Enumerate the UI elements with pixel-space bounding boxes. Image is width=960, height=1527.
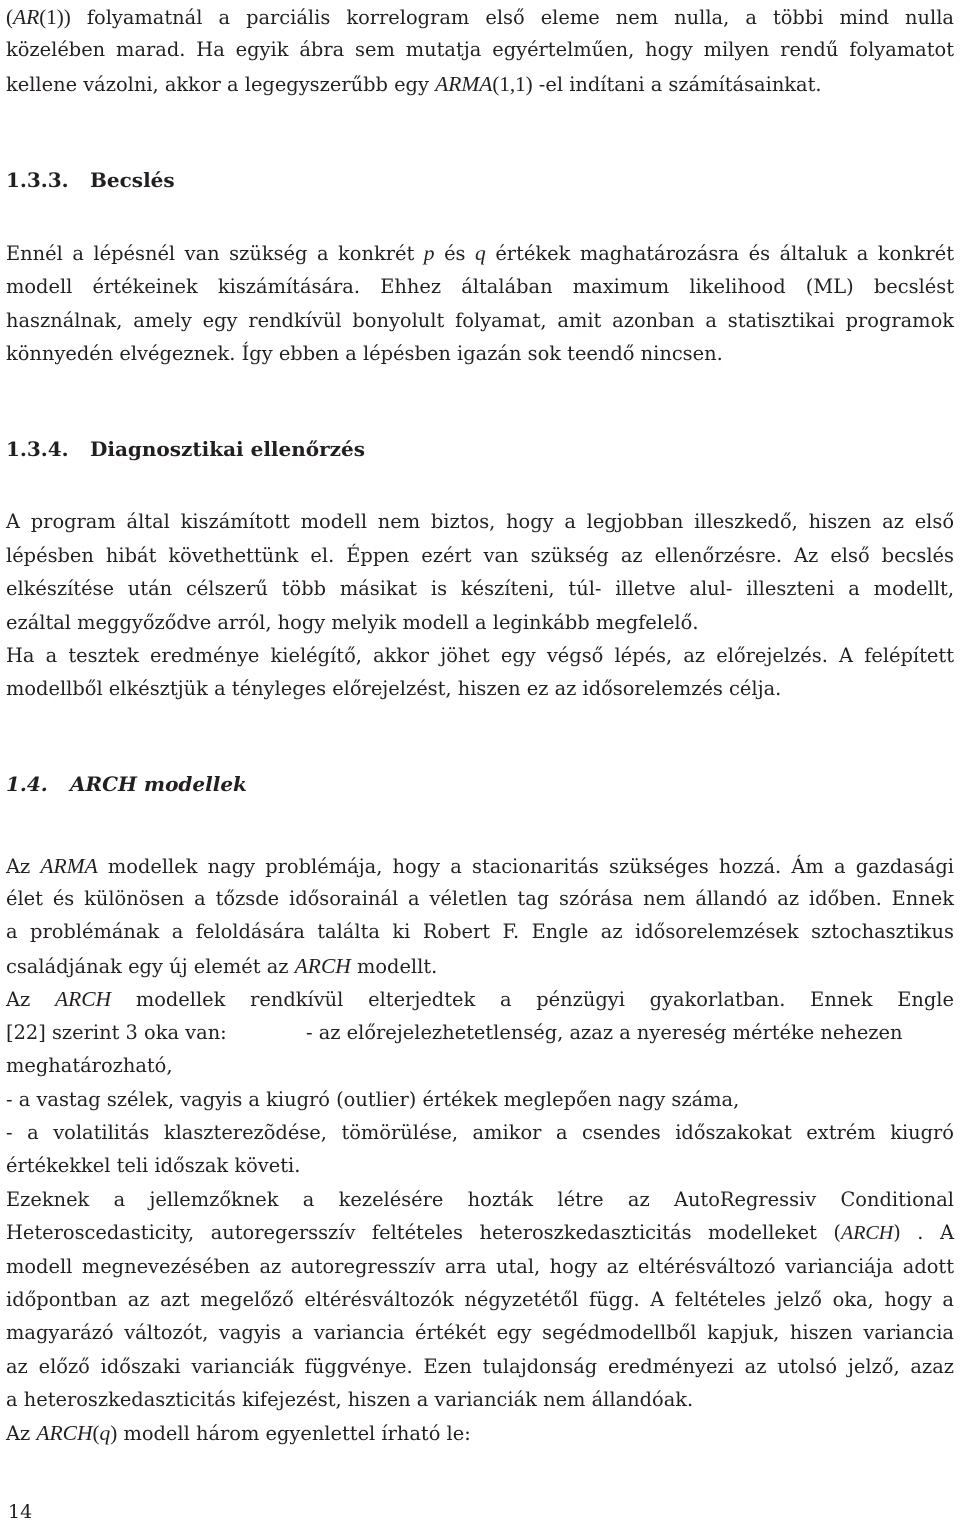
sec14-p3-line-4: időpontban az azt megelőző eltérésváltozók négyzetétől függ. A feltételes jelző oka, hogy a — [6, 1288, 954, 1311]
sec134-line-6: modellből elkésztjük a tényleges előrejelzést, hiszen ez az idősorelemzés célja. — [6, 677, 782, 700]
sec134-line-4: ezáltal meggyőződve arról, hogy melyik modell a leginkább megfelelő. — [6, 611, 699, 634]
heading-14: 1.4. ARCH modellek — [6, 772, 247, 796]
sec14-p1-line-4: családjának egy új elemét az ARCH modellt. — [6, 954, 438, 978]
math-arch-2: ARCH — [54, 987, 112, 1011]
sec133-line-2: modell értékeinek kiszámítására. Ehhez általában maximum likelihood (ML) becslést — [6, 275, 954, 298]
sec134-line-3: elkészítése után célszerű több másikat is készíteni, túl- illetve alul- illeszteni a modellt, — [6, 577, 954, 600]
sec14-p2-line-3: meghatározható, — [6, 1054, 173, 1077]
sec14-p2-line-5: - a volatilitás klaszterezõdése, tömörülése, amikor a csendes időszakokat extrém kiugró — [6, 1121, 954, 1144]
sec14-p3-line-6: az előző időszaki varianciák függvénye. Ezen tulajdonság eredményezi az utolsó jelző, azaz — [6, 1355, 954, 1378]
math-1: (1) — [39, 5, 64, 29]
math-ar: AR — [13, 5, 40, 29]
sec134-line-1: A program által kiszámított modell nem biztos, hogy a legjobban illeszkedő, hiszen az első — [6, 510, 954, 533]
sec133-line-3: használnak, amely egy rendkívül bonyolult folyamat, amit azonban a statisztikai programok — [6, 309, 954, 332]
math-arma: ARMA — [435, 72, 493, 96]
math-p: p — [423, 241, 435, 265]
sec14-p1-line-1: Az ARMA modellek nagy problémája, hogy a stacionaritás szükséges hozzá. Ám a gazdasági — [6, 854, 954, 878]
sec133-line-1: Ennél a lépésnél van szükség a konkrét p és q értékek maghatározásra és általuk a konkrét — [6, 241, 954, 265]
intro-line-2: közelében marad. Ha egyik ábra sem mutatja egyértelműen, hogy milyen rendű folyamatot — [6, 38, 954, 61]
heading-133: 1.3.3. Becslés — [6, 168, 175, 192]
sec14-p3-line-3: modell megnevezésében az autoregresszív arra utal, hogy az eltérésváltozó varianciája adott — [6, 1255, 954, 1278]
sec133-line-4: könnyedén elvégeznek. Így ebben a lépésben igazán sok teendő nincsen. — [6, 342, 723, 365]
math-q-2: q — [99, 1421, 111, 1445]
sec14-p3-line-8: Az ARCH(q) modell három egyenlettel írható le: — [6, 1421, 471, 1445]
sec14-p3-line-2: Heteroscedasticity, autoregersszív feltételes heteroszkedaszticitás modelleket (ARCH) . A — [6, 1221, 954, 1244]
math-11: (1,1) — [492, 72, 533, 96]
heading-134: 1.3.4. Diagnosztikai ellenőrzés — [6, 437, 365, 461]
sec14-p2-line-4: - a vastag szélek, vagyis a kiugró (outlier) értékek meglepően nagy száma, — [6, 1088, 740, 1111]
sec14-p3-line-5: magyarázó változót, vagyis a variancia értékét egy segédmodellből kapjuk, hiszen variancia — [6, 1321, 954, 1344]
math-arch-3: ARCH — [841, 1222, 894, 1244]
sec14-p2-line-1: Az ARCH modellek rendkívül elterjedtek a pénzügyi gyakorlatban. Ennek Engle — [6, 987, 954, 1011]
sec14-p2-line-2: [22] szerint 3 oka van: - az előrejelezhetetlenség, azaz a nyereség mértéke nehezen — [6, 1021, 903, 1044]
page-number: 14 — [8, 1501, 33, 1523]
sec14-p3-line-1: Ezeknek a jellemzőknek a kezelésére hozták létre az AutoRegressiv Conditional — [6, 1188, 954, 1211]
sec14-p1-line-2: élet és különösen a tőzsde idősorainál a véletlen tag szórása nem állandó az időben. Ennek — [6, 887, 954, 910]
intro-line-1: (AR(1)) folyamatnál a parciális korrelogram első eleme nem nulla, a többi mind nulla — [6, 5, 954, 29]
sec14-p2-line-6: értékekkel teli időszak követi. — [6, 1154, 301, 1177]
intro-line-3: kellene vázolni, akkor a legegyszerűbb egy ARMA(1,1) -el indítani a számításainkat. — [6, 72, 822, 96]
math-q: q — [475, 241, 486, 265]
math-arch-4: ARCH — [36, 1421, 93, 1445]
sec134-line-2: lépésben hibát követhettünk el. Éppen ezért van szükség az ellenőrzésre. Az első becslés — [6, 544, 954, 567]
sec14-p3-line-7: a heteroszkedaszticitás kifejezést, hiszen a varianciák nem állandóak. — [6, 1388, 694, 1411]
math-arma-2: ARMA — [40, 854, 98, 878]
math-arch-1: ARCH — [294, 954, 351, 978]
sec134-line-5: Ha a tesztek eredménye kielégítő, akkor jöhet egy végső lépés, az előrejelzés. A felépített — [6, 644, 954, 667]
sec14-p1-line-3: a problémának a feloldására találta ki Robert F. Engle az idősorelemzések sztochasztikus — [6, 920, 954, 943]
